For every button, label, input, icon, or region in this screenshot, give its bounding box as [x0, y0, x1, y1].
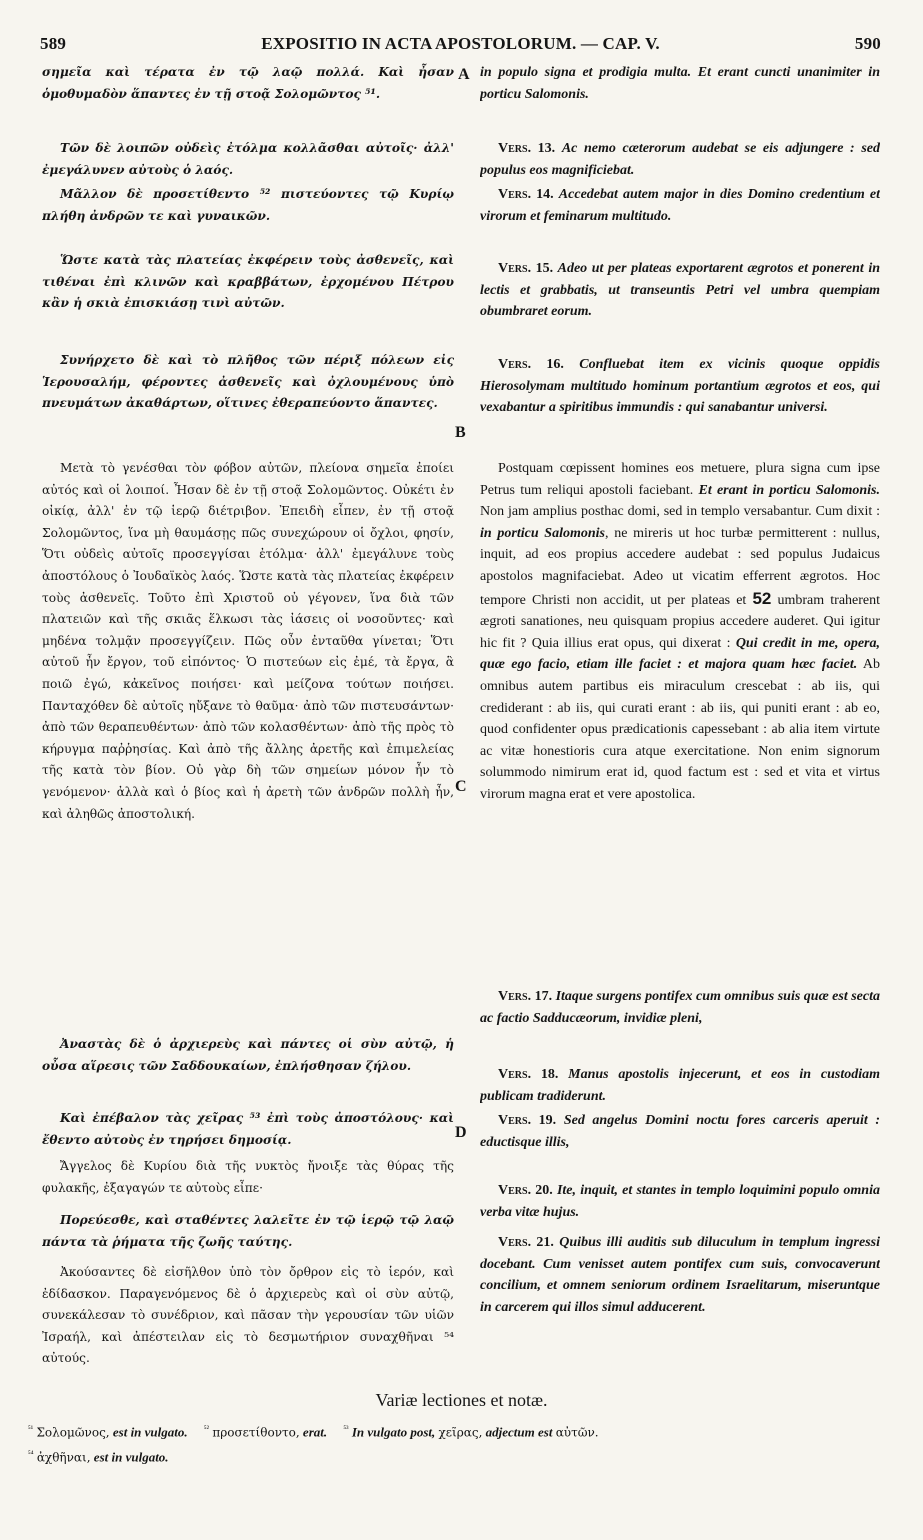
margin-letter-d: D — [455, 1124, 467, 1141]
verse-text: Itaque surgens pontifex cum omnibus suis quæ est secta ac factio Sadducæorum, invidiæ pleni, — [480, 989, 880, 1026]
margin-letter-a: A — [458, 66, 470, 83]
footnote-greek: ἀχθῆναι, — [36, 1450, 91, 1465]
greek-text-block: σημεῖα καὶ τέρατα ἐν τῷ λαῷ πολλά. Καὶ ἦσαν ὁμοθυμαδὸν ἅπαντες ἐν τῇ στοᾷ Σολομῶντος ⁵¹. — [42, 65, 454, 101]
footnote-text: In vulgato post, — [351, 1424, 436, 1440]
commentary-text: umbram traherent ægroti sanationes, neu quisquam propius accedere auderet. Qui igitur hic fit ? Quia illius erat opus, qui dixerat : — [480, 592, 880, 651]
latin-verse-19 — [480, 1110, 880, 1154]
verse-text: Ac nemo cæterorum audebat se eis adjungere : sed populus eos magnificiebat. — [480, 141, 880, 178]
footnote-line — [28, 1443, 887, 1468]
latin-verse-16 — [480, 354, 880, 442]
verse-label: Vers. 20. — [498, 1183, 553, 1198]
verse-text: Quibus illi auditis sub diluculum in templum ingressi docebant. Cum venisset autem pontifex cum suis, convocaverunt concilium, et omnem seniorum ordinem Israelitarum, miseruntque in carcerem qui illos simul adducerent. — [480, 1235, 880, 1315]
latin-verse-17 — [480, 986, 880, 1052]
verse-label: Vers. 18. — [498, 1067, 559, 1082]
running-title: EXPOSITIO IN ACTA APOSTOLORUM. — CAP. V. — [261, 34, 660, 53]
latin-verse-20 — [480, 1180, 880, 1224]
footnote-text: est in vulgato. — [112, 1424, 188, 1440]
verse-label: Vers. 21. — [498, 1235, 554, 1250]
greek-text-block: Ἀναστὰς δὲ ὁ ἀρχιερεὺς καὶ πάντες οἱ σὺν αὐτῷ, ἡ οὖσα αἵρεσις τῶν Σαδδουκαίων, ἐπλήσθησαν ζήλου. — [42, 1037, 454, 1073]
greek-text-block: Ὥστε κατὰ τὰς πλατείας ἐκφέρειν τοὺς ἀσθενεῖς, καὶ τιθέναι ἐπὶ κλινῶν καὶ κραββάτων, ἐρχομένου Πέτρου κἂν ἡ σκιὰ ἐπισκιάσῃ τινὶ αὐτῶν. — [42, 253, 454, 311]
latin-verse-21 — [480, 1232, 880, 1342]
page-number-left: 589 — [40, 34, 67, 53]
running-header — [40, 34, 881, 56]
verse-text: Sed angelus Domini noctu fores carceris aperuit : eductisque illis, — [480, 1113, 880, 1150]
verse-text: Confluebat item ex vicinis quoque oppidis Hierosolymam multitudo hominum portantium ægrotos et eos, qui vexabantur a spiritibus immundis : qui sanabantur universi. — [480, 357, 880, 416]
commentary-quote: Qui credit in me, opera, quæ ego facio, etiam ille faciet : et majora quam hæc faciet. — [480, 635, 880, 673]
footnote-number: ⁵² — [203, 1424, 210, 1433]
commentary-text: Non jam amplius posthac domi, sed in templo versabantur. Cum dixit : — [480, 504, 880, 520]
verse-label: Vers. 14. — [498, 187, 554, 202]
verse-label: Vers. 15. — [498, 261, 554, 276]
greek-text-block: Καὶ ἐπέβαλον τὰς χεῖρας ⁵³ ἐπὶ τοὺς ἀποστόλους· καὶ ἔθεντο αὐτοὺς ἐν τηρήσει δημοσίᾳ. — [42, 1111, 454, 1147]
footnote-greek: προσετίθοντο, — [212, 1425, 300, 1440]
greek-text-block: Συνήρχετο δὲ καὶ τὸ πλῆθος τῶν πέριξ πόλεων εἰς Ἱερουσαλήμ, φέροντες ἀσθενεῖς καὶ ὀχλουμένους ὑπὸ πνευμάτων ἀκαθάρτων, οἵτινες ἐθεραπεύοντο ἅπαντες. — [42, 353, 454, 411]
commentary-text: Postquam cœpissent homines eos metuere, plura signa cum ipse Petrus tum reliqui apostoli faciebant. — [480, 461, 880, 498]
footnote-greek: χεῖρας, — [438, 1425, 483, 1440]
footnote-number: ⁵³ — [343, 1424, 349, 1433]
footnotes — [28, 1418, 887, 1469]
latin-verse-15 — [480, 258, 880, 346]
latin-verse-14 — [480, 184, 880, 250]
verse-label: Vers. 13. — [498, 141, 556, 156]
footnote-text: erat. — [302, 1424, 328, 1440]
latin-commentary — [480, 458, 880, 984]
verse-text: Adeo ut per plateas exportarent ægrotos et ponerent in lectis et grabbatis, ut transeuntis Petri vel umbra quempiam obumbraret eorum. — [480, 261, 880, 320]
footnote-line — [28, 1418, 887, 1443]
footnote-number: ⁵⁴ — [28, 1449, 34, 1459]
verse-label: Vers. 19. — [498, 1113, 557, 1128]
column-marker: 52 — [752, 588, 772, 608]
greek-text-block: Πορεύεσθε, καὶ σταθέντες λαλεῖτε ἐν τῷ ἱερῷ τῷ λαῷ πάντα τὰ ῥήματα τῆς ζωῆς ταύτης. — [42, 1213, 454, 1249]
notes-heading: Variæ lectiones et notæ. — [375, 1390, 548, 1410]
footnote-text: est in vulgato. — [93, 1449, 169, 1465]
commentary-quote: Et erant in porticu Salomonis. — [698, 482, 880, 498]
latin-verse-18 — [480, 1064, 880, 1108]
greek-text-block: Μᾶλλον δὲ προσετίθεντο ⁵² πιστεύοντες τῷ Κυρίῳ πλήθη ἀνδρῶν τε καὶ γυναικῶν. — [42, 187, 454, 223]
commentary-text: , ne mireris ut hoc turbæ permitterent : nullus, inquit, ad eos propius accedere audebat : sed populus Judaicus apostolos magnifaciebat. Adeo ut vicatim efferrent ægrotos. Hoc tempore Christi non accidit, ut per plateas et — [480, 525, 880, 608]
margin-letter-b: B — [455, 424, 466, 441]
margin-letter-c: C — [455, 778, 467, 795]
verse-text: Manus apostolis injecerunt, et eos in custodiam publicam tradiderunt. — [480, 1067, 880, 1104]
footnote-greek: Σολομῶνος, — [36, 1425, 110, 1440]
footnote-text: adjectum est — [485, 1424, 553, 1440]
page-number-right: 590 — [854, 34, 881, 53]
greek-commentary: Μετὰ τὸ γενέσθαι τὸν φόβον αὐτῶν, πλείονα σημεῖα ἐποίει αὐτός καὶ οἱ λοιποί. Ἦσαν δὲ ἐν τῇ στοᾷ Σολομῶντος. Οὐκέτι ἐν οἰκίᾳ, ἀλλ' ἐν τῷ ἱερῷ διέτριβον. Ἐπειδὴ εἶπεν, ἐν τῇ στοᾷ Σολομῶντος, ἵνα μὴ θαυμάσῃς πῶς συνεχώρουν οἱ ὄχλοι, φησίν, Ὅτι οὐδεὶς αὐτοῖς προσεγγίσαι ἐτόλμα· ἀλλ' ἐμεγάλυνε τοὺς ἀποστόλους ὁ Ἰουδαϊκὸς λαός. Ὥστε κατὰ τὰς πλατείας ἐκφέρειν τοὺς ἀσθενεῖς. Τοῦτο ἐπὶ Χριστοῦ οὐ γέγονεν, ἵνα διὰ τῶν πλατειῶν καὶ τῆς σκιᾶς ἕλκωσι τὰς ἰάσεις οἱ νοσοῦντες· καὶ μηδένα τολμᾷν προσεγγίζειν. Πῶς οὖν ἐνταῦθα γίνεται; Ὅτι αὐτοῦ ἦν ἔργον, τοῦ εἰπόντος· Ὁ πιστεύων εἰς ἐμέ, τὰ ἔργα, ἃ ποιῶ ἐγώ, κἀκεῖνος ποιήσει· καὶ μείζονα τούτων ποιήσει. Πανταχόθεν δὲ αὐτοῖς ηὔξανε τὸ θαῦμα· ἀπὸ τῶν πιστευσάντων· ἀπὸ τῶν θεραπευθέντων· ἀπὸ τῶν κολασθέντων· ἀπὸ τῆς πρὸς τὸ κήρυγμα παῤῥησίας. Καὶ ἀπὸ τῆς ἄλλης ἀρετῆς καὶ ἐπιμελείας τῆς κατὰ τὸν βίον. Οὐ γὰρ δὴ τῶν σημείων μόνον ἦν τὸ γενόμενον· ἀλλὰ καὶ ὁ βίος καὶ ἡ ἀρετὴ τῶν ἀνδρῶν πολλὴ ἦν, καὶ ἀληθῶς ἀποστολική. — [42, 461, 454, 821]
commentary-text: Ab omnibus autem partibus eis miraculum crescebat : ab iis, qui crediderant : ab iis, qui curati erant : ab iis, qui puniti erant : ab eo, quod confidenter opus prædicationis capessebant : ab alia item virtute ac vitæ honestioris cura atque exercitatione. Non enim signorum solummodo nimirum erat id, quod factum est : sed et vita et virtus virorum magna erat et vere apostolica. — [480, 657, 880, 802]
verse-text: Accedebat autem major in dies Domino credentium et virorum et feminarum multitudo. — [480, 187, 880, 224]
greek-text-block: Τῶν δὲ λοιπῶν οὐδεὶς ἐτόλμα κολλᾶσθαι αὐτοῖς· ἀλλ' ἐμεγάλυνεν αὐτοὺς ὁ λαός. — [42, 141, 454, 177]
footnote-greek: αὐτῶν. — [555, 1425, 599, 1440]
greek-text-block: Ἄγγελος δὲ Κυρίου διὰ τῆς νυκτὸς ἤνοιξε τὰς θύρας τῆς φυλακῆς, ἐξαγαγών τε αὐτοὺς εἶπε· — [42, 1159, 454, 1195]
verse-label: Vers. 17. — [498, 989, 553, 1004]
footnote-number: ⁵¹ — [28, 1424, 34, 1433]
latin-text-block: in populo signa et prodigia multa. Et erant cuncti unanimiter in porticu Salomonis. — [480, 65, 880, 102]
latin-verse-13 — [480, 138, 880, 182]
verse-text: Ite, inquit, et stantes in templo loquimini populo omnia verba vitæ hujus. — [480, 1183, 880, 1220]
commentary-quote: in porticu Salomonis — [480, 525, 605, 541]
greek-text-block: Ἀκούσαντες δὲ εἰσῆλθον ὑπὸ τὸν ὄρθρον εἰς τὸ ἱερόν, καὶ ἐδίδασκον. Παραγενόμενος δὲ ὁ ἀρχιερεὺς καὶ οἱ σὺν αὐτῷ, συνεκάλεσαν τὸ συνέδριον, καὶ πᾶσαν τὴν γερουσίαν τῶν υἱῶν Ἰσραήλ, καὶ ἀπέστειλαν εἰς τὸ δεσμωτήριον συναχθῆναι ⁵⁴ αὐτούς. — [42, 1265, 454, 1366]
verse-label: Vers. 16. — [498, 357, 564, 372]
